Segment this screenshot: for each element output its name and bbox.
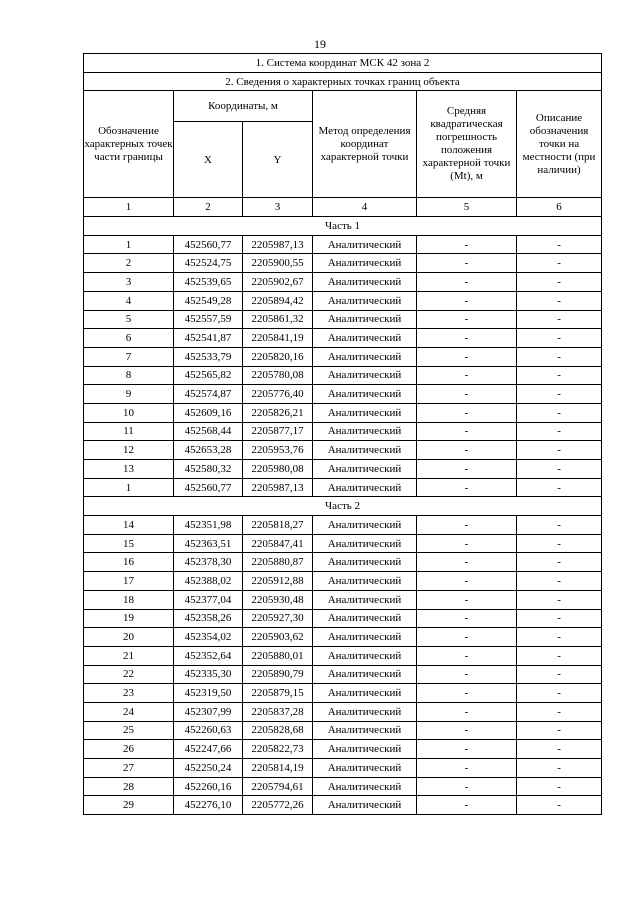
y-coordinate-cell: 2205912,88 (243, 572, 313, 591)
x-coordinate-cell: 452260,63 (174, 721, 243, 740)
column-number: 5 (417, 198, 517, 217)
x-coordinate-cell: 452335,30 (174, 665, 243, 684)
method-cell: Аналитический (313, 478, 417, 497)
column-number: 6 (517, 198, 602, 217)
error-cell: - (417, 740, 517, 759)
point-number-cell: 9 (84, 385, 174, 404)
column-number-row (84, 198, 602, 217)
method-cell: Аналитический (313, 702, 417, 721)
table-row (84, 721, 602, 740)
header-x: X (174, 122, 243, 198)
description-cell: - (517, 478, 602, 497)
description-cell: - (517, 553, 602, 572)
description-cell: - (517, 702, 602, 721)
error-cell: - (417, 534, 517, 553)
description-cell: - (517, 329, 602, 348)
description-cell: - (517, 273, 602, 292)
method-cell: Аналитический (313, 590, 417, 609)
y-coordinate-cell: 2205930,48 (243, 590, 313, 609)
x-coordinate-cell: 452568,44 (174, 422, 243, 441)
table-row (84, 646, 602, 665)
error-cell: - (417, 646, 517, 665)
table-row (84, 740, 602, 759)
error-cell: - (417, 628, 517, 647)
point-number-cell: 16 (84, 553, 174, 572)
x-coordinate-cell: 452574,87 (174, 385, 243, 404)
point-number-cell: 1 (84, 478, 174, 497)
error-cell: - (417, 478, 517, 497)
x-coordinate-cell: 452560,77 (174, 478, 243, 497)
y-coordinate-cell: 2205841,19 (243, 329, 313, 348)
error-cell: - (417, 796, 517, 815)
method-cell: Аналитический (313, 291, 417, 310)
x-coordinate-cell: 452352,64 (174, 646, 243, 665)
table-row (84, 403, 602, 422)
x-coordinate-cell: 452319,50 (174, 684, 243, 703)
column-number: 3 (243, 198, 313, 217)
y-coordinate-cell: 2205822,73 (243, 740, 313, 759)
description-cell: - (517, 422, 602, 441)
x-coordinate-cell: 452549,28 (174, 291, 243, 310)
method-cell: Аналитический (313, 665, 417, 684)
point-number-cell: 24 (84, 702, 174, 721)
header-y: Y (243, 122, 313, 198)
description-cell: - (517, 796, 602, 815)
point-number-cell: 1 (84, 235, 174, 254)
part-title: Часть 2 (84, 497, 602, 516)
error-cell: - (417, 235, 517, 254)
point-number-cell: 10 (84, 403, 174, 422)
table-row (84, 347, 602, 366)
description-cell: - (517, 310, 602, 329)
x-coordinate-cell: 452388,02 (174, 572, 243, 591)
error-cell: - (417, 702, 517, 721)
point-number-cell: 14 (84, 516, 174, 535)
description-cell: - (517, 609, 602, 628)
header-coordinates: Координаты, м (174, 91, 313, 122)
x-coordinate-cell: 452377,04 (174, 590, 243, 609)
description-cell: - (517, 235, 602, 254)
header-error: Средняя квадратическая погрешность положения характерной точки (Mt), м (417, 91, 517, 198)
error-cell: - (417, 347, 517, 366)
error-cell: - (417, 460, 517, 479)
table-row (84, 460, 602, 479)
y-coordinate-cell: 2205820,16 (243, 347, 313, 366)
y-coordinate-cell: 2205927,30 (243, 609, 313, 628)
point-number-cell: 17 (84, 572, 174, 591)
column-number: 4 (313, 198, 417, 217)
method-cell: Аналитический (313, 385, 417, 404)
x-coordinate-cell: 452260,16 (174, 777, 243, 796)
method-cell: Аналитический (313, 553, 417, 572)
method-cell: Аналитический (313, 609, 417, 628)
error-cell: - (417, 665, 517, 684)
table-row (84, 609, 602, 628)
section-row-boundary-points (84, 72, 602, 91)
y-coordinate-cell: 2205880,87 (243, 553, 313, 572)
point-number-cell: 11 (84, 422, 174, 441)
method-cell: Аналитический (313, 721, 417, 740)
x-coordinate-cell: 452378,30 (174, 553, 243, 572)
error-cell: - (417, 516, 517, 535)
y-coordinate-cell: 2205780,08 (243, 366, 313, 385)
description-cell: - (517, 665, 602, 684)
y-coordinate-cell: 2205902,67 (243, 273, 313, 292)
table-row (84, 478, 602, 497)
y-coordinate-cell: 2205826,21 (243, 403, 313, 422)
part-title-row (84, 497, 602, 516)
part-title: Часть 1 (84, 217, 602, 236)
description-cell: - (517, 291, 602, 310)
y-coordinate-cell: 2205814,19 (243, 759, 313, 778)
point-number-cell: 6 (84, 329, 174, 348)
header-row-1 (84, 91, 602, 122)
description-cell: - (517, 403, 602, 422)
method-cell: Аналитический (313, 347, 417, 366)
header-point-designation: Обозначение характерных точек части границы (84, 91, 174, 198)
method-cell: Аналитический (313, 572, 417, 591)
description-cell: - (517, 347, 602, 366)
description-cell: - (517, 441, 602, 460)
description-cell: - (517, 628, 602, 647)
table-row (84, 235, 602, 254)
method-cell: Аналитический (313, 422, 417, 441)
error-cell: - (417, 441, 517, 460)
point-number-cell: 28 (84, 777, 174, 796)
table-row (84, 329, 602, 348)
description-cell: - (517, 740, 602, 759)
table-row (84, 628, 602, 647)
error-cell: - (417, 721, 517, 740)
error-cell: - (417, 777, 517, 796)
description-cell: - (517, 516, 602, 535)
x-coordinate-cell: 452609,16 (174, 403, 243, 422)
y-coordinate-cell: 2205828,68 (243, 721, 313, 740)
table-row (84, 310, 602, 329)
point-number-cell: 4 (84, 291, 174, 310)
point-number-cell: 22 (84, 665, 174, 684)
header-description: Описание обозначения точки на местности (при наличии) (517, 91, 602, 198)
method-cell: Аналитический (313, 310, 417, 329)
method-cell: Аналитический (313, 235, 417, 254)
y-coordinate-cell: 2205776,40 (243, 385, 313, 404)
y-coordinate-cell: 2205890,79 (243, 665, 313, 684)
error-cell: - (417, 273, 517, 292)
table-row (84, 385, 602, 404)
y-coordinate-cell: 2205987,13 (243, 235, 313, 254)
description-cell: - (517, 460, 602, 479)
method-cell: Аналитический (313, 254, 417, 273)
x-coordinate-cell: 452557,59 (174, 310, 243, 329)
point-number-cell: 20 (84, 628, 174, 647)
x-coordinate-cell: 452533,79 (174, 347, 243, 366)
description-cell: - (517, 590, 602, 609)
table-row (84, 590, 602, 609)
x-coordinate-cell: 452541,87 (174, 329, 243, 348)
point-number-cell: 26 (84, 740, 174, 759)
table-row (84, 441, 602, 460)
table-row (84, 254, 602, 273)
table-row (84, 422, 602, 441)
y-coordinate-cell: 2205877,17 (243, 422, 313, 441)
point-number-cell: 12 (84, 441, 174, 460)
error-cell: - (417, 385, 517, 404)
x-coordinate-cell: 452580,32 (174, 460, 243, 479)
x-coordinate-cell: 452560,77 (174, 235, 243, 254)
point-number-cell: 19 (84, 609, 174, 628)
description-cell: - (517, 646, 602, 665)
point-number-cell: 8 (84, 366, 174, 385)
y-coordinate-cell: 2205880,01 (243, 646, 313, 665)
method-cell: Аналитический (313, 329, 417, 348)
method-cell: Аналитический (313, 646, 417, 665)
error-cell: - (417, 609, 517, 628)
method-cell: Аналитический (313, 534, 417, 553)
table-row (84, 759, 602, 778)
error-cell: - (417, 553, 517, 572)
point-number-cell: 18 (84, 590, 174, 609)
coordinates-table (83, 53, 602, 815)
description-cell: - (517, 254, 602, 273)
table-body (84, 54, 602, 815)
method-cell: Аналитический (313, 273, 417, 292)
boundary-points-title: 2. Сведения о характерных точках границ объекта (84, 72, 602, 91)
section-row-coordinate-system (84, 54, 602, 73)
method-cell: Аналитический (313, 516, 417, 535)
x-coordinate-cell: 452524,75 (174, 254, 243, 273)
x-coordinate-cell: 452358,26 (174, 609, 243, 628)
y-coordinate-cell: 2205980,08 (243, 460, 313, 479)
error-cell: - (417, 310, 517, 329)
method-cell: Аналитический (313, 796, 417, 815)
description-cell: - (517, 721, 602, 740)
part-title-row (84, 217, 602, 236)
method-cell: Аналитический (313, 366, 417, 385)
point-number-cell: 7 (84, 347, 174, 366)
error-cell: - (417, 291, 517, 310)
error-cell: - (417, 422, 517, 441)
error-cell: - (417, 684, 517, 703)
x-coordinate-cell: 452363,51 (174, 534, 243, 553)
table-row (84, 572, 602, 591)
method-cell: Аналитический (313, 460, 417, 479)
error-cell: - (417, 329, 517, 348)
table-row (84, 702, 602, 721)
x-coordinate-cell: 452307,99 (174, 702, 243, 721)
x-coordinate-cell: 452565,82 (174, 366, 243, 385)
point-number-cell: 27 (84, 759, 174, 778)
error-cell: - (417, 572, 517, 591)
table-row (84, 665, 602, 684)
y-coordinate-cell: 2205794,61 (243, 777, 313, 796)
table-row (84, 684, 602, 703)
method-cell: Аналитический (313, 684, 417, 703)
error-cell: - (417, 759, 517, 778)
x-coordinate-cell: 452351,98 (174, 516, 243, 535)
x-coordinate-cell: 452276,10 (174, 796, 243, 815)
error-cell: - (417, 254, 517, 273)
error-cell: - (417, 590, 517, 609)
description-cell: - (517, 385, 602, 404)
point-number-cell: 15 (84, 534, 174, 553)
x-coordinate-cell: 452250,24 (174, 759, 243, 778)
y-coordinate-cell: 2205987,13 (243, 478, 313, 497)
error-cell: - (417, 366, 517, 385)
description-cell: - (517, 684, 602, 703)
method-cell: Аналитический (313, 759, 417, 778)
description-cell: - (517, 534, 602, 553)
x-coordinate-cell: 452653,28 (174, 441, 243, 460)
table-row (84, 516, 602, 535)
method-cell: Аналитический (313, 403, 417, 422)
method-cell: Аналитический (313, 777, 417, 796)
x-coordinate-cell: 452247,66 (174, 740, 243, 759)
y-coordinate-cell: 2205953,76 (243, 441, 313, 460)
column-number: 1 (84, 198, 174, 217)
description-cell: - (517, 572, 602, 591)
method-cell: Аналитический (313, 740, 417, 759)
error-cell: - (417, 403, 517, 422)
y-coordinate-cell: 2205847,41 (243, 534, 313, 553)
description-cell: - (517, 759, 602, 778)
y-coordinate-cell: 2205837,28 (243, 702, 313, 721)
table-row (84, 777, 602, 796)
point-number-cell: 13 (84, 460, 174, 479)
y-coordinate-cell: 2205879,15 (243, 684, 313, 703)
y-coordinate-cell: 2205772,26 (243, 796, 313, 815)
table-row (84, 273, 602, 292)
table-row (84, 366, 602, 385)
header-method: Метод определения координат характерной точки (313, 91, 417, 198)
point-number-cell: 29 (84, 796, 174, 815)
column-number: 2 (174, 198, 243, 217)
description-cell: - (517, 777, 602, 796)
description-cell: - (517, 366, 602, 385)
y-coordinate-cell: 2205894,42 (243, 291, 313, 310)
point-number-cell: 3 (84, 273, 174, 292)
page-number: 19 (314, 37, 326, 51)
method-cell: Аналитический (313, 441, 417, 460)
table-row (84, 534, 602, 553)
x-coordinate-cell: 452539,65 (174, 273, 243, 292)
coordinate-system-title: 1. Система координат МСК 42 зона 2 (84, 54, 602, 73)
point-number-cell: 5 (84, 310, 174, 329)
point-number-cell: 2 (84, 254, 174, 273)
table-row (84, 553, 602, 572)
table-row (84, 796, 602, 815)
y-coordinate-cell: 2205818,27 (243, 516, 313, 535)
table-row (84, 291, 602, 310)
y-coordinate-cell: 2205861,32 (243, 310, 313, 329)
x-coordinate-cell: 452354,02 (174, 628, 243, 647)
y-coordinate-cell: 2205900,55 (243, 254, 313, 273)
y-coordinate-cell: 2205903,62 (243, 628, 313, 647)
method-cell: Аналитический (313, 628, 417, 647)
point-number-cell: 21 (84, 646, 174, 665)
point-number-cell: 25 (84, 721, 174, 740)
point-number-cell: 23 (84, 684, 174, 703)
